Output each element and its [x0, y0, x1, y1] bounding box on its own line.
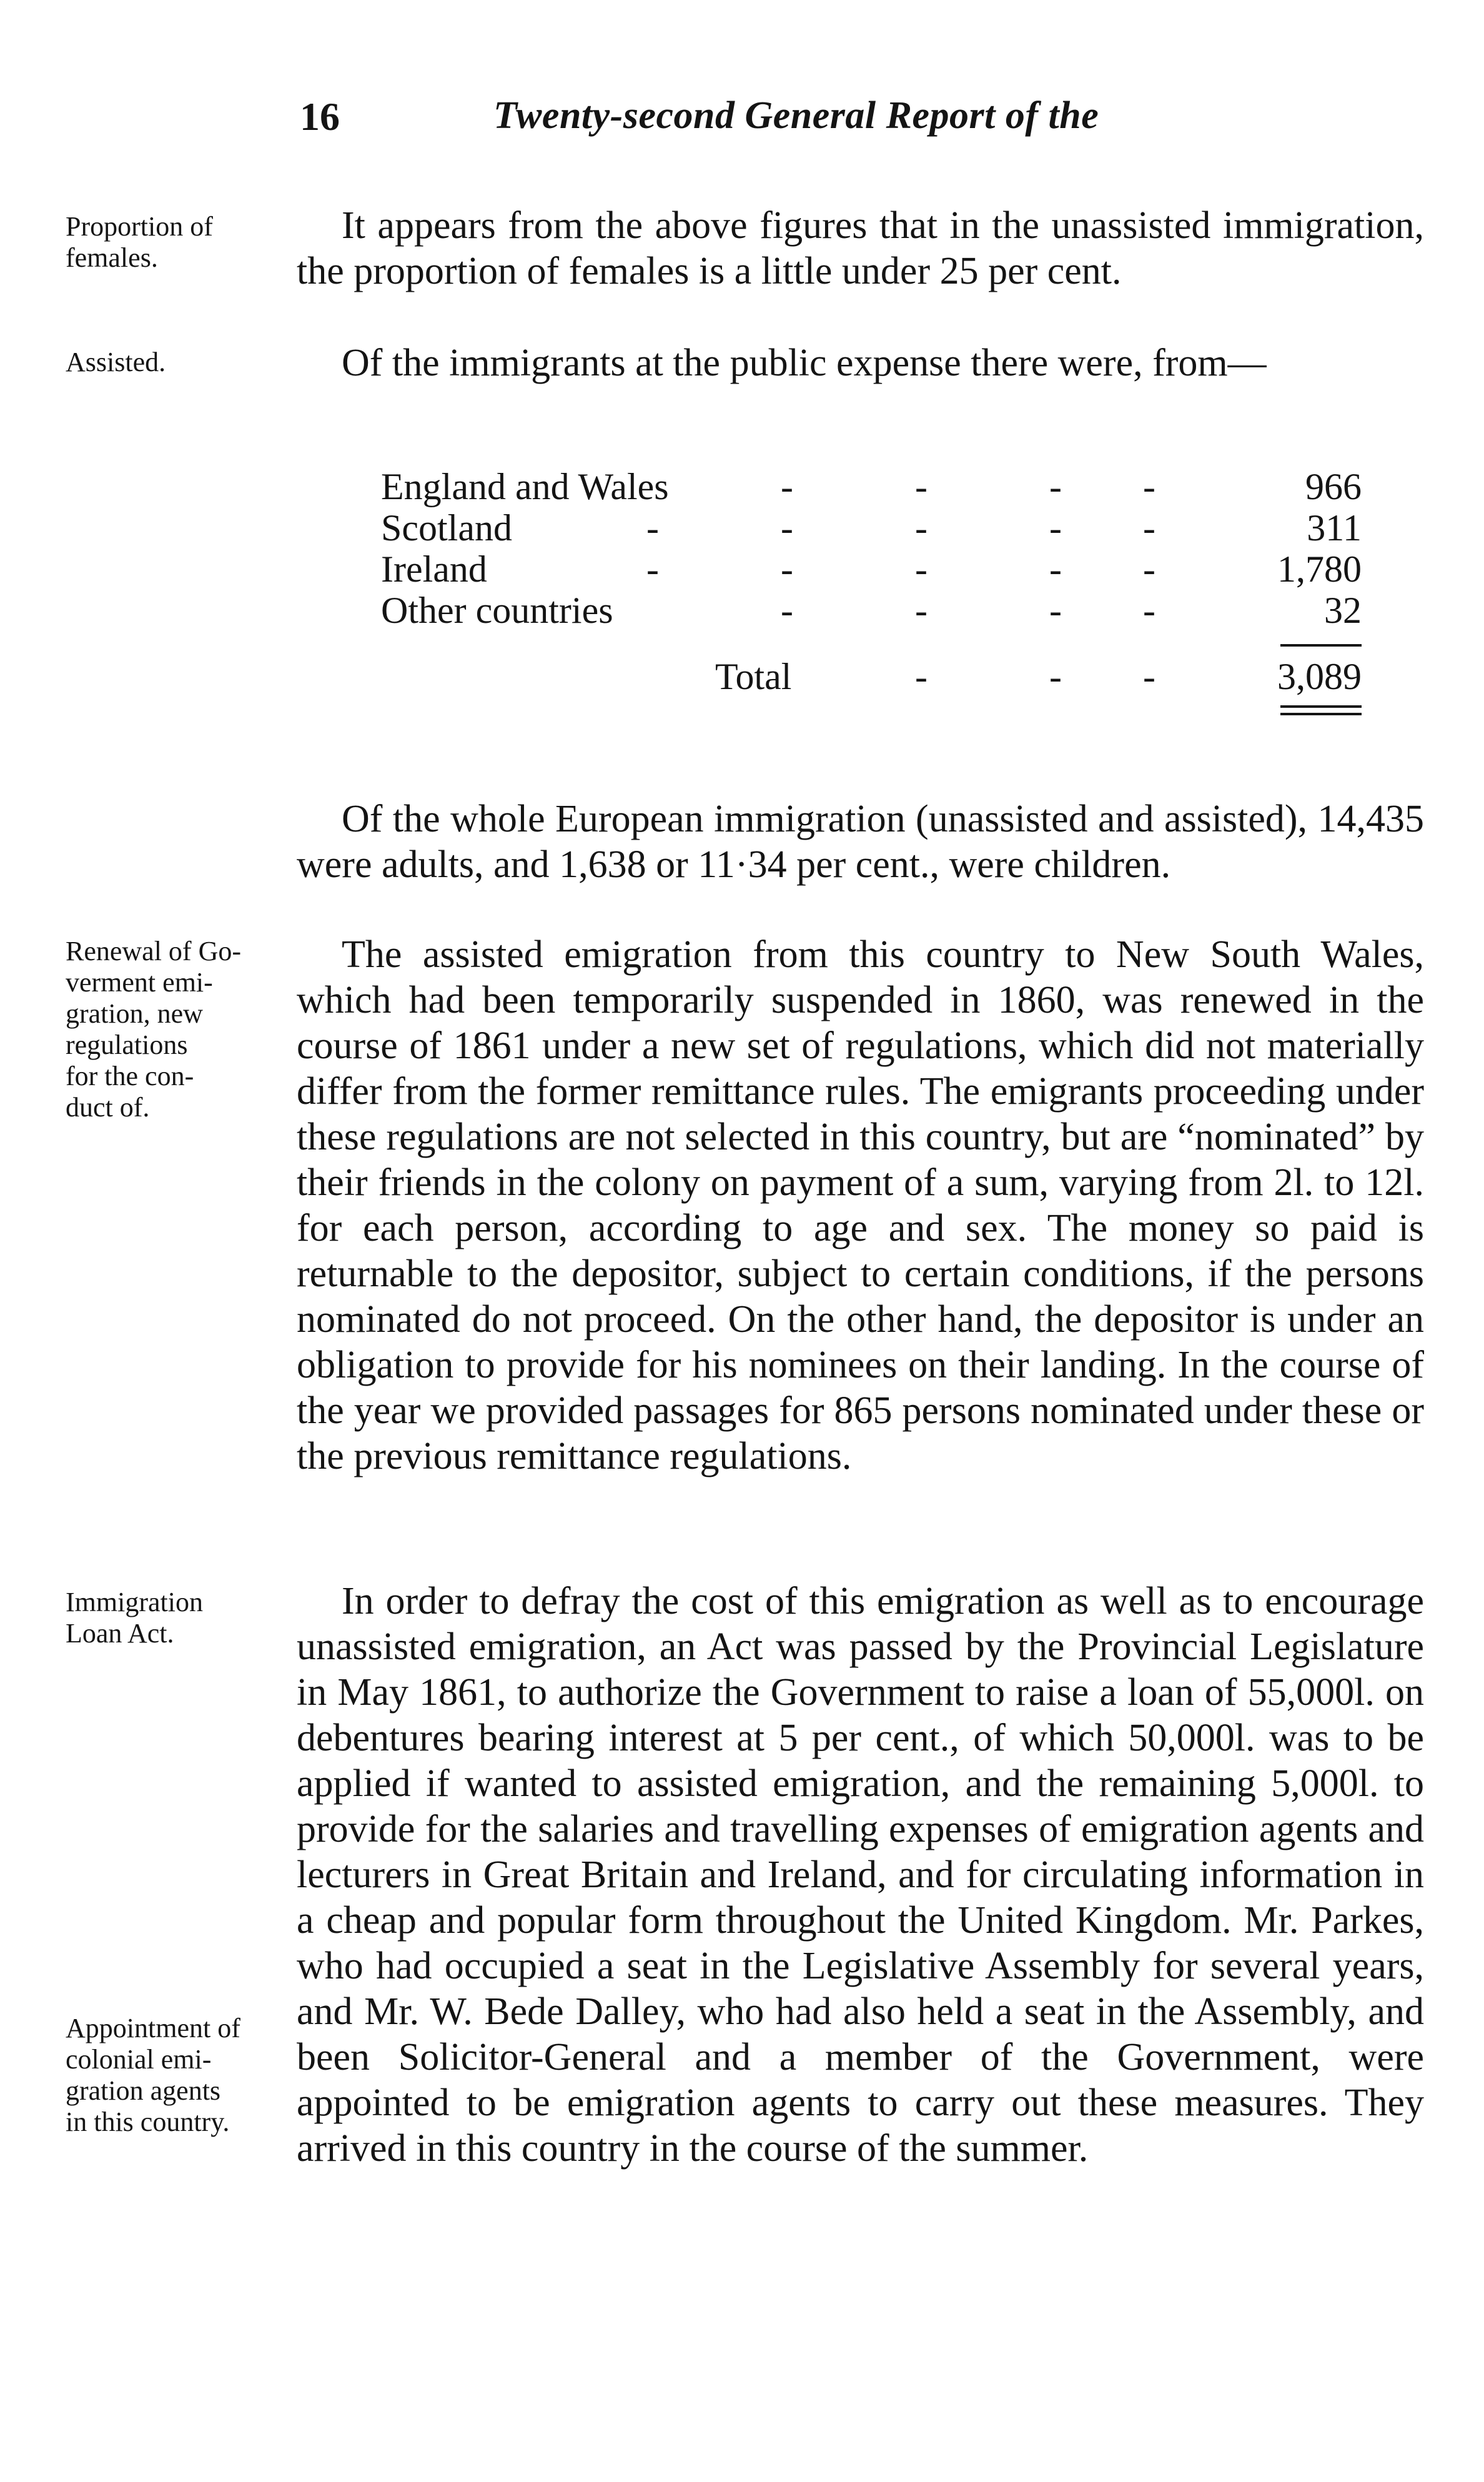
immigrants-table — [381, 465, 1362, 699]
sidenote-proportion: Proportion of females. — [66, 211, 213, 273]
sidenote-loan-act: Immigration Loan Act. — [66, 1587, 203, 1649]
row-label: Ireland — [381, 549, 487, 590]
sidenote-assisted: Assisted. — [66, 347, 166, 377]
total-label: Total — [715, 656, 792, 697]
total-rule — [1280, 644, 1362, 647]
row-label: England and Wales — [381, 466, 669, 507]
row-value: 966 — [1305, 466, 1362, 507]
row-value: 1,780 — [1277, 549, 1362, 590]
total-value: 3,089 — [1277, 656, 1362, 697]
page-header — [300, 94, 1274, 150]
sidenote-renewal: Renewal of Go- verment emi- gration, new regulations for the con- duct of. — [66, 936, 242, 1123]
paragraph-adults-children: Of the whole European immigration (unassisted and assisted), 14,435 were adults, and 1,638 or 11·34 per cent., were children. — [297, 798, 1424, 886]
paragraph-loan-act: In order to defray the cost of this emigration as well as to encourage unassisted emigration, an Act was passed by the Provincial Legislature in May 1861, to authorize the Government to raise a loan of 55,000l. on debentures bearing interest at 5 per cent., of which 50,000l. was to be applied if wanted to assisted emigration, and the remaining 5,000l. to provide for the salaries and travelling expenses of emigration agents and lecturers in Great Britain and Ireland, and for circulating information in a cheap and popular form throughout the United Kingdom. Mr. Parkes, who had occupied a seat in the Legislative Assembly for several years, and Mr. W. Bede Dalley, who had also held a seat in the Assembly, and been Solicitor-General and a member of the Government, were appointed to be emigration agents to carry out these measures. They arrived in this country in the course of the summer. — [297, 1580, 1424, 2170]
row-label: Scotland — [381, 507, 512, 549]
row-label: Other countries — [381, 590, 613, 631]
total-double-rule — [1280, 705, 1362, 708]
table-total-row: Total - - - 3,089 — [381, 655, 1362, 699]
row-value: 311 — [1307, 507, 1362, 549]
paragraph-renewal: The assisted emigration from this country to New South Wales, which had been temporarily suspended in 1860, was renewed in the course of 1861 under a new set of regulations, which did not materially differ from the former remittance rules. The emigrants proceeding under these regulations are not selected in this country, but are “nominated” by their friends in the colony on payment of a sum, varying from 2l. to 12l. for each person, according to age and sex. The money so paid is returnable to the depositor, subject to certain conditions, if the persons nominated do not proceed. On the other hand, the depositor is under an obligation to provide for his nominees on their landing. In the course of the year we provided passages for 865 persons nominated under these or the previous remittance regulations. — [297, 933, 1424, 1477]
table-row: Ireland - - - - - 1,780 — [381, 549, 1362, 590]
total-double-rule — [1280, 713, 1362, 715]
sidenote-appointment: Appointment of colonial emi- gration agents in this country. — [66, 2013, 240, 2137]
table-row: Other countries - - - - 32 — [381, 590, 1362, 631]
table-row: England and Wales - - - - 966 — [381, 466, 1362, 507]
page-number: 16 — [300, 94, 340, 139]
row-value: 32 — [1324, 590, 1362, 631]
table-row: Scotland - - - - - 311 — [381, 507, 1362, 549]
paragraph-assisted-intro: Of the immigrants at the public expense there were, from— — [342, 342, 1267, 384]
paragraph-proportion: It appears from the above figures that in the unassisted immigration, the proportion of females is a little under 25 per cent. — [297, 204, 1424, 292]
running-title: Twenty-second General Report of the — [493, 94, 1099, 137]
